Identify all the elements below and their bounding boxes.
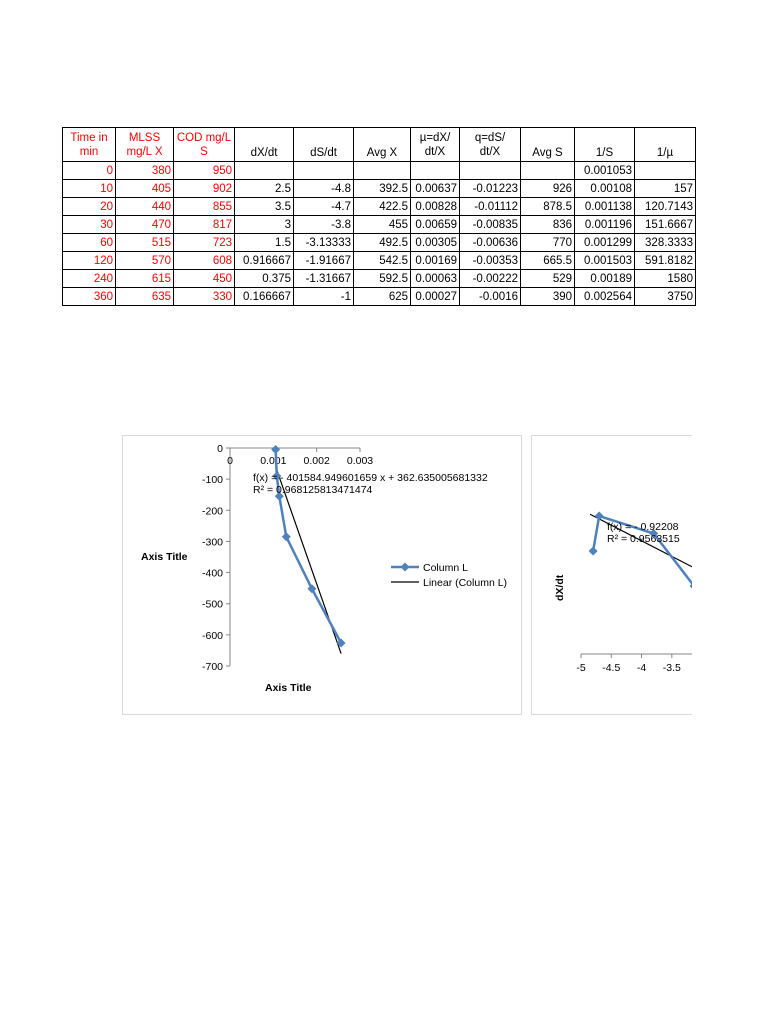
- table-cell[interactable]: 360: [63, 288, 116, 306]
- table-cell[interactable]: 0.00189: [575, 270, 635, 288]
- table-cell[interactable]: 120: [63, 252, 116, 270]
- table-cell[interactable]: 0.001299: [575, 234, 635, 252]
- table-row: [63, 270, 696, 288]
- table-cell[interactable]: 0.00305: [411, 234, 460, 252]
- column-header: [635, 128, 696, 162]
- column-header-text: COD mg/L: [176, 131, 232, 144]
- header-row: [63, 128, 696, 162]
- table-cell[interactable]: -3.8: [294, 216, 354, 234]
- table-cell[interactable]: 0.001196: [575, 216, 635, 234]
- table-cell[interactable]: 30: [63, 216, 116, 234]
- column-header-text: dS/dt: [310, 147, 337, 159]
- table-cell[interactable]: 380: [116, 162, 174, 180]
- table-cell[interactable]: 529: [521, 270, 575, 288]
- table-cell[interactable]: -1: [294, 288, 354, 306]
- table-cell[interactable]: 592.5: [354, 270, 411, 288]
- table-cell[interactable]: 151.6667: [635, 216, 696, 234]
- data-table: [62, 127, 696, 306]
- column-header: [354, 128, 411, 162]
- table-cell[interactable]: [411, 162, 460, 180]
- column-header: [294, 128, 354, 162]
- x-tick-label: 0: [227, 455, 233, 467]
- column-header: [411, 128, 460, 162]
- table-cell[interactable]: 3: [235, 216, 294, 234]
- table-row: [63, 216, 696, 234]
- table-cell[interactable]: 0.001503: [575, 252, 635, 270]
- table-cell[interactable]: 405: [116, 180, 174, 198]
- table-cell[interactable]: 422.5: [354, 198, 411, 216]
- table-cell[interactable]: 770: [521, 234, 575, 252]
- chart-1-svg: [123, 436, 521, 714]
- y-tick-label: -200: [201, 505, 223, 518]
- y-tick-label: -400: [201, 567, 223, 580]
- data-point-marker: [589, 547, 598, 556]
- column-header: [460, 128, 521, 162]
- column-header-text: 1/µ: [656, 147, 674, 159]
- table-cell[interactable]: [635, 162, 696, 180]
- table-cell[interactable]: 450: [174, 270, 235, 288]
- table-cell[interactable]: 20: [63, 198, 116, 216]
- table-cell[interactable]: 0.001053: [575, 162, 635, 180]
- table-cell[interactable]: 855: [174, 198, 235, 216]
- table-cell[interactable]: 625: [354, 288, 411, 306]
- column-header-text: MLSS: [128, 131, 161, 144]
- table-cell[interactable]: 635: [116, 288, 174, 306]
- column-header-text: Avg X: [366, 147, 398, 159]
- y-tick-label: -300: [201, 536, 223, 549]
- table-cell[interactable]: 240: [63, 270, 116, 288]
- table-cell[interactable]: [294, 162, 354, 180]
- column-header-text: dt/X: [479, 145, 501, 158]
- legend-series-marker: [401, 563, 410, 572]
- table-cell[interactable]: 0.001138: [575, 198, 635, 216]
- table-cell[interactable]: 3.5: [235, 198, 294, 216]
- table-cell[interactable]: -0.01112: [460, 198, 521, 216]
- table-cell[interactable]: -3.13333: [294, 234, 354, 252]
- legend-trendline-label: Linear (Column L): [423, 577, 508, 589]
- table-cell[interactable]: 0.00169: [411, 252, 460, 270]
- table-cell[interactable]: 0.375: [235, 270, 294, 288]
- table-cell[interactable]: 817: [174, 216, 235, 234]
- table-cell[interactable]: 10: [63, 180, 116, 198]
- table-cell[interactable]: 950: [174, 162, 235, 180]
- column-header-text: dX/dt: [250, 147, 278, 159]
- table-cell[interactable]: 615: [116, 270, 174, 288]
- table-cell[interactable]: 542.5: [354, 252, 411, 270]
- column-header-text: q=dS/: [474, 131, 506, 144]
- y-tick-label: -500: [201, 598, 223, 611]
- legend-series-label: Column L: [423, 562, 468, 574]
- table-cell[interactable]: 902: [174, 180, 235, 198]
- table-row: [63, 198, 696, 216]
- column-header-text: 1/S: [595, 147, 614, 159]
- column-header-text: S: [200, 145, 208, 158]
- table-cell[interactable]: 723: [174, 234, 235, 252]
- y-tick-label: -100: [201, 474, 223, 487]
- x-tick-label: -5: [576, 662, 586, 674]
- y-axis-title: Axis Title: [141, 551, 188, 563]
- table-cell[interactable]: 1580: [635, 270, 696, 288]
- y-tick-label: -600: [201, 629, 223, 642]
- trendline-equation: f(x) = - 0.92208: [607, 521, 679, 533]
- table-cell[interactable]: 392.5: [354, 180, 411, 198]
- table-cell[interactable]: 878.5: [521, 198, 575, 216]
- column-header-text: dt/X: [424, 145, 446, 158]
- chart-2-svg: [532, 436, 692, 714]
- table-row: [63, 180, 696, 198]
- column-header: [174, 128, 235, 162]
- table-cell[interactable]: 3750: [635, 288, 696, 306]
- y-axis-title: dX/dt: [554, 574, 566, 601]
- table-cell[interactable]: 0.002564: [575, 288, 635, 306]
- data-point-marker: [271, 445, 280, 454]
- x-tick-label: -4.5: [602, 662, 621, 674]
- table-cell[interactable]: 608: [174, 252, 235, 270]
- table-row: [63, 288, 696, 306]
- table-cell[interactable]: 120.7143: [635, 198, 696, 216]
- table-cell[interactable]: 2.5: [235, 180, 294, 198]
- table-cell[interactable]: -4.7: [294, 198, 354, 216]
- data-point-marker: [282, 532, 291, 541]
- data-point-marker: [307, 584, 316, 593]
- table-cell[interactable]: 0.916667: [235, 252, 294, 270]
- x-tick-label: -4: [636, 662, 647, 674]
- table-row: [63, 234, 696, 252]
- column-header: [521, 128, 575, 162]
- table-cell[interactable]: 0.166667: [235, 288, 294, 306]
- table-cell[interactable]: 926: [521, 180, 575, 198]
- table-cell[interactable]: -0.00636: [460, 234, 521, 252]
- table-cell[interactable]: -0.00353: [460, 252, 521, 270]
- r-squared-label: R² = 0.968125813471474: [253, 484, 373, 496]
- column-header-text: min: [79, 145, 99, 158]
- column-header-text: mg/L X: [126, 145, 163, 158]
- table-cell[interactable]: [235, 162, 294, 180]
- table-cell[interactable]: 0.00108: [575, 180, 635, 198]
- table-cell[interactable]: 0.00063: [411, 270, 460, 288]
- table-cell[interactable]: -1.91667: [294, 252, 354, 270]
- table-cell[interactable]: -0.00222: [460, 270, 521, 288]
- column-header: [63, 128, 116, 162]
- table-cell[interactable]: 0.00637: [411, 180, 460, 198]
- column-header-text: Avg S: [532, 147, 563, 159]
- table-cell[interactable]: 157: [635, 180, 696, 198]
- table-cell[interactable]: 591.8182: [635, 252, 696, 270]
- table-cell[interactable]: 0.00828: [411, 198, 460, 216]
- r-squared-label: R² = 0.9563515: [607, 533, 680, 545]
- table-cell[interactable]: 455: [354, 216, 411, 234]
- table-cell[interactable]: -0.0016: [460, 288, 521, 306]
- table-cell[interactable]: -0.00835: [460, 216, 521, 234]
- x-tick-label: 0.001: [260, 455, 287, 467]
- table-body: [63, 162, 696, 306]
- table-cell[interactable]: 0: [63, 162, 116, 180]
- table-cell[interactable]: 470: [116, 216, 174, 234]
- column-header: [235, 128, 294, 162]
- table-cell[interactable]: -4.8: [294, 180, 354, 198]
- table-cell[interactable]: 492.5: [354, 234, 411, 252]
- x-tick-label: 0.002: [303, 455, 330, 467]
- table-cell[interactable]: 330: [174, 288, 235, 306]
- table-cell[interactable]: 665.5: [521, 252, 575, 270]
- table-cell[interactable]: [521, 162, 575, 180]
- y-tick-label: -700: [201, 661, 223, 673]
- table-cell[interactable]: 515: [116, 234, 174, 252]
- table-cell[interactable]: 328.3333: [635, 234, 696, 252]
- table-cell[interactable]: 390: [521, 288, 575, 306]
- table-cell[interactable]: 1.5: [235, 234, 294, 252]
- table-cell[interactable]: 0.00659: [411, 216, 460, 234]
- x-tick-label: 0.003: [346, 455, 374, 467]
- x-tick-label: -3.5: [662, 662, 681, 674]
- data-point-marker: [595, 512, 604, 521]
- table-cell[interactable]: -0.01223: [460, 180, 521, 198]
- table-cell[interactable]: 60: [63, 234, 116, 252]
- table-cell[interactable]: [354, 162, 411, 180]
- column-header-text: Time in: [70, 131, 108, 144]
- column-header: [116, 128, 174, 162]
- chart-2-panel[interactable]: [531, 435, 692, 715]
- table-row: [63, 162, 696, 180]
- table-row: [63, 252, 696, 270]
- trendline-equation: f(x) = - 401584.949601659 x + 362.635005681332: [253, 472, 488, 484]
- table-cell[interactable]: 570: [116, 252, 174, 270]
- table-cell[interactable]: 836: [521, 216, 575, 234]
- table-cell[interactable]: 440: [116, 198, 174, 216]
- chart-1-panel[interactable]: [122, 435, 522, 715]
- table-cell[interactable]: -1.31667: [294, 270, 354, 288]
- column-header: [575, 128, 635, 162]
- table-cell[interactable]: 0.00027: [411, 288, 460, 306]
- column-header-text: µ=dX/: [419, 131, 451, 144]
- table-cell[interactable]: [460, 162, 521, 180]
- x-axis-title: Axis Title: [265, 682, 312, 694]
- y-tick-label: 0: [217, 443, 223, 455]
